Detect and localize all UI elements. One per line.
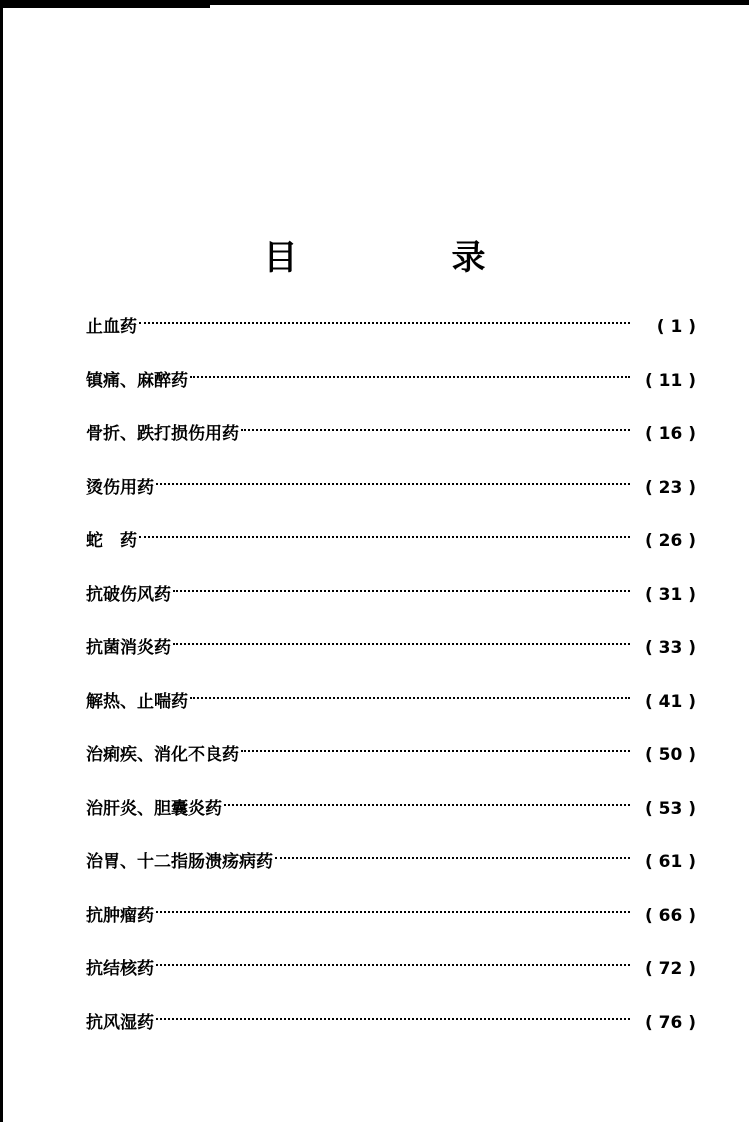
toc-entry-page: ( 66 ) bbox=[644, 905, 696, 926]
toc-entry-page: ( 16 ) bbox=[644, 424, 696, 444]
toc-dot-leader bbox=[156, 891, 630, 921]
left-border-edge bbox=[0, 0, 3, 1122]
toc-entry-page: ( 23 ) bbox=[644, 477, 696, 498]
toc-entry bbox=[86, 570, 696, 624]
toc-entry-page: ( 33 ) bbox=[644, 638, 696, 658]
toc-dot-leader bbox=[190, 356, 630, 386]
toc-entry-label: 骨折、跌打损伤用药 bbox=[86, 424, 239, 444]
toc-entry-page: ( 50 ) bbox=[644, 745, 696, 765]
toc-entry bbox=[86, 998, 696, 1052]
toc-entry-page: ( 26 ) bbox=[644, 531, 696, 551]
toc-entry-page: ( 76 ) bbox=[644, 1012, 696, 1033]
toc-entry bbox=[86, 730, 696, 784]
toc-entry-page: ( 1 ) bbox=[656, 317, 696, 337]
toc-entry-page: ( 41 ) bbox=[644, 691, 696, 712]
toc-dot-leader bbox=[156, 944, 630, 974]
toc-entry bbox=[86, 463, 696, 517]
toc-entry bbox=[86, 356, 696, 410]
toc-entry bbox=[86, 409, 696, 463]
toc-dot-leader bbox=[139, 302, 630, 332]
page-title: 目 录 bbox=[263, 237, 546, 278]
toc-entry bbox=[86, 837, 696, 891]
toc-entry-label: 镇痛、麻醉药 bbox=[86, 370, 188, 391]
toc-entry-label: 抗结核药 bbox=[86, 959, 154, 979]
toc-entry-label: 解热、止喘药 bbox=[86, 691, 188, 712]
toc-entry-page: ( 31 ) bbox=[644, 584, 696, 605]
toc-entry bbox=[86, 677, 696, 731]
toc-entry bbox=[86, 623, 696, 677]
toc-entry-label: 烫伤用药 bbox=[86, 477, 154, 498]
toc-entry bbox=[86, 516, 696, 570]
toc-entry-label: 治肝炎、胆囊炎药 bbox=[86, 798, 222, 819]
toc-dot-leader bbox=[156, 463, 630, 493]
toc-entry-page: ( 53 ) bbox=[644, 798, 696, 819]
toc-entry-label: 治胃、十二指肠溃疡病药 bbox=[86, 852, 273, 872]
toc-entry-page: ( 72 ) bbox=[644, 959, 696, 979]
toc-entry bbox=[86, 944, 696, 998]
top-border-rule bbox=[0, 0, 749, 5]
toc-entry-label: 抗菌消炎药 bbox=[86, 638, 171, 658]
toc-entry-label: 抗风湿药 bbox=[86, 1012, 154, 1033]
toc-dot-leader bbox=[241, 409, 630, 439]
toc-entry-label: 治痢疾、消化不良药 bbox=[86, 745, 239, 765]
toc-entry-label: 抗破伤风药 bbox=[86, 584, 171, 605]
toc-dot-leader bbox=[224, 784, 630, 814]
toc-entry-page: ( 11 ) bbox=[644, 370, 696, 391]
toc-dot-leader bbox=[173, 623, 630, 653]
toc-entry-page: ( 61 ) bbox=[644, 852, 696, 872]
toc-entry-label: 蛇 药 bbox=[86, 531, 137, 551]
toc-entry bbox=[86, 891, 696, 945]
toc-entry bbox=[86, 784, 696, 838]
toc-entry-label: 止血药 bbox=[86, 317, 137, 337]
toc-dot-leader bbox=[156, 998, 630, 1028]
toc-dot-leader bbox=[275, 837, 630, 867]
toc-dot-leader bbox=[139, 516, 630, 546]
toc-dot-leader bbox=[190, 677, 630, 707]
table-of-contents bbox=[86, 302, 696, 1051]
toc-dot-leader bbox=[173, 570, 630, 600]
toc-entry-label: 抗肿瘤药 bbox=[86, 905, 154, 926]
toc-entry bbox=[86, 302, 696, 356]
toc-dot-leader bbox=[241, 730, 630, 760]
